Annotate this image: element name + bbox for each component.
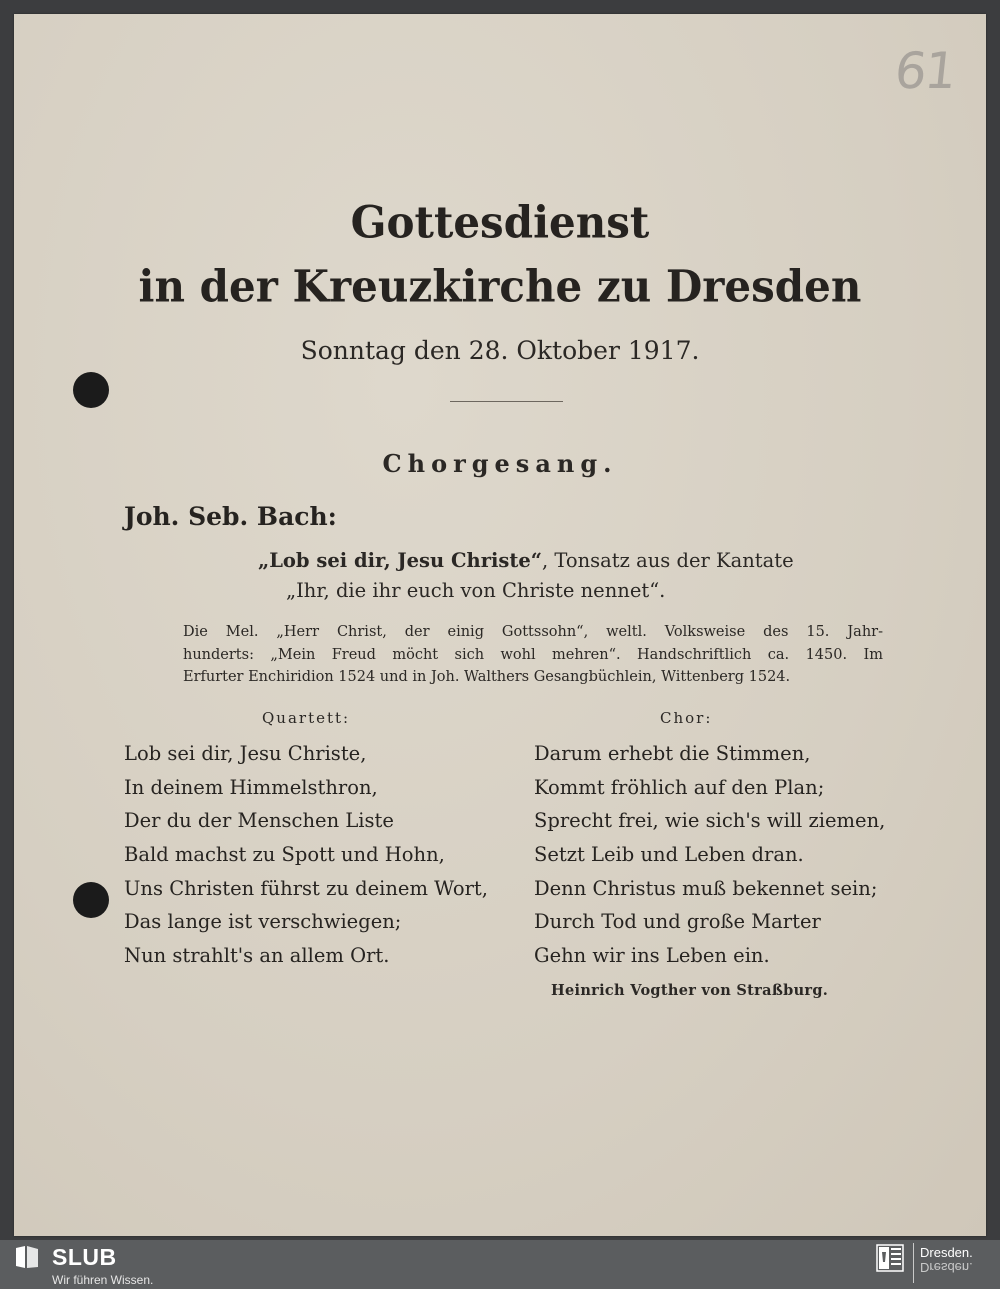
verse-line: Setzt Leib und Leben dran. [534, 843, 804, 867]
title-line-1: Gottesdienst [350, 196, 650, 249]
dresden-logo-text[interactable]: Dresden. [920, 1245, 973, 1260]
verse-line: Kommt fröhlich auf den Plan; [534, 775, 825, 799]
verse-line: In deinem Himmelsthron, [124, 775, 378, 799]
section-heading: Chorgesang. [382, 449, 618, 478]
verse-line: Der du der Menschen Liste [124, 809, 394, 833]
verse-line: Darum erhebt die Stimmen, [534, 742, 811, 765]
footer-divider [913, 1243, 914, 1283]
lyrics-author: Heinrich Vogther von Straßburg. [551, 982, 829, 999]
composer-name: Joh. Seb. Bach: [124, 502, 337, 531]
verse-line: Lob sei dir, Jesu Christe, [124, 742, 367, 765]
work-line-2: „Ihr, die ihr euch von Christe nennet“. [286, 579, 666, 602]
title-divider [450, 401, 563, 402]
melody-note [183, 621, 883, 689]
work-line-1 [258, 549, 794, 572]
work-title: „Lob sei dir, Jesu Christe“ [258, 549, 542, 572]
choir-verse [534, 737, 885, 973]
choir-heading: Chor: [660, 709, 713, 727]
verse-line: Uns Christen führst zu deinem Wort, [124, 876, 488, 900]
punch-hole-top [73, 372, 109, 408]
work-description: , Tonsatz aus der Kantate [541, 549, 794, 572]
slub-logo-text[interactable]: SLUB [52, 1244, 117, 1270]
slub-logo-icon[interactable] [14, 1244, 40, 1270]
note-line: Erfurter Enchiridion 1524 und in Joh. Walthers Gesangbüchlein, Wittenberg 1524. [183, 669, 791, 685]
date-line: Sonntag den 28. Oktober 1917. [300, 336, 700, 365]
verse-line: Gehn wir ins Leben ein. [534, 944, 770, 968]
note-line: Die Mel. „Herr Christ, der einig Gottssohn“, weltl. Volksweise des 15. Jahr- [183, 624, 883, 640]
dresden-crest-icon[interactable] [876, 1244, 904, 1272]
verse-line: Nun strahlt's an allem Ort. [124, 944, 390, 968]
quartet-heading: Quartett: [262, 709, 351, 727]
verse-line: Bald machst zu Spott und Hohn, [124, 843, 445, 867]
pencil-page-number: 61 [891, 42, 958, 100]
note-line: hunderts: „Mein Freud möcht sich wohl mehren“. Handschriftlich ca. 1450. Im [183, 646, 883, 663]
verse-line: Sprecht frei, wie sich's will ziemen, [534, 809, 886, 833]
punch-hole-bottom [73, 882, 109, 918]
verse-line: Durch Tod und große Marter [534, 910, 821, 934]
verse-line: Denn Christus muß bekennet sein; [534, 876, 878, 900]
title-line-2: in der Kreuzkirche zu Dresden [138, 260, 862, 313]
verse-line: Das lange ist verschwiegen; [124, 910, 402, 934]
slub-tagline: Wir führen Wissen. [52, 1273, 154, 1287]
dresden-logo-reflection: Dresden. [920, 1260, 973, 1275]
quartet-verse [124, 737, 488, 973]
